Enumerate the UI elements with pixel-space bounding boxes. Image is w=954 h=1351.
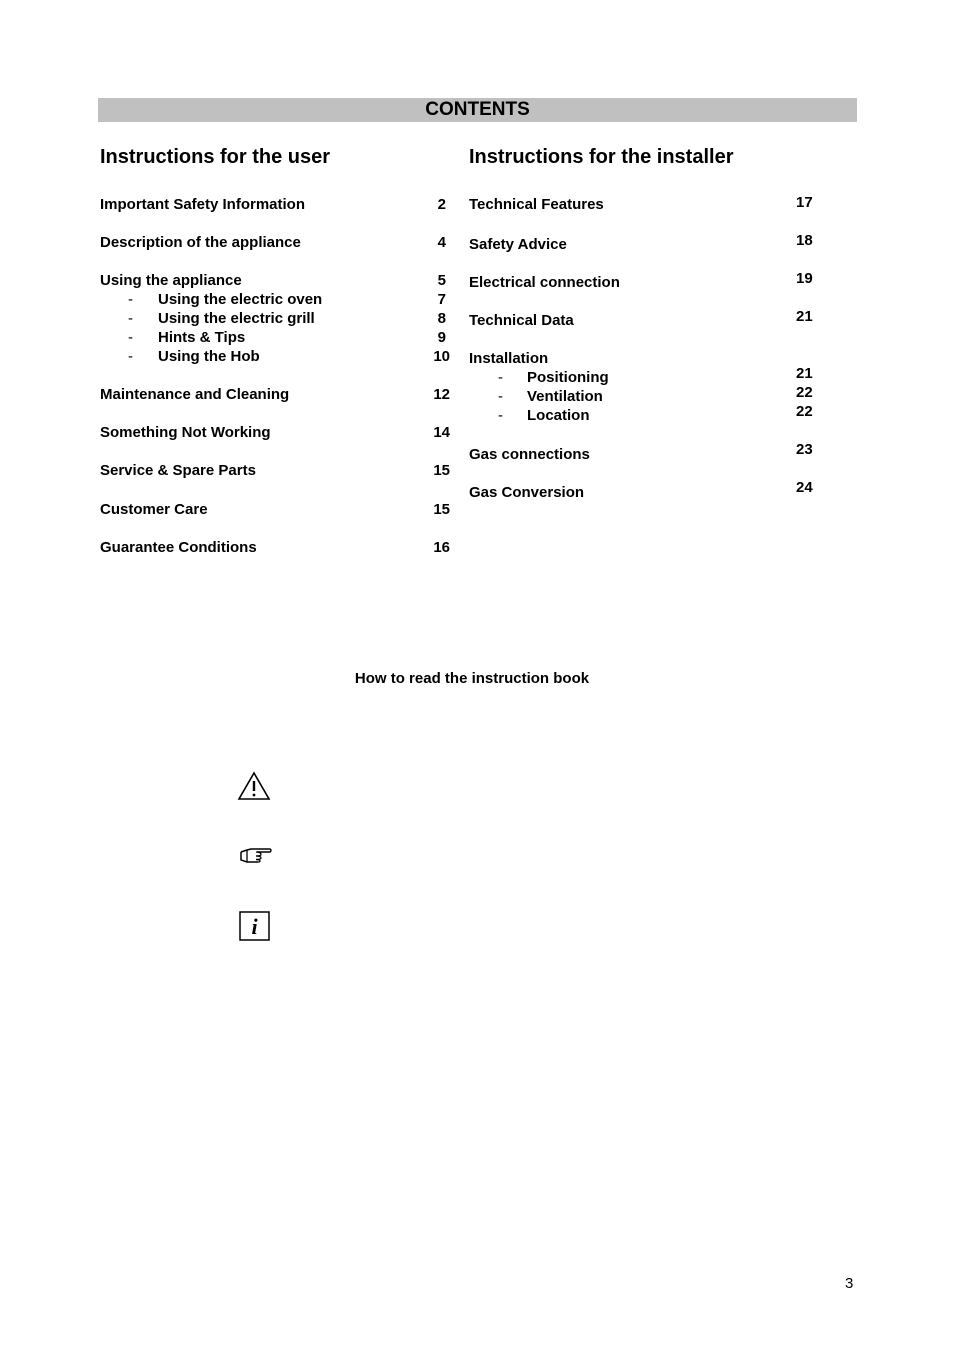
howto-heading: How to read the instruction book (354, 670, 590, 687)
toc-entry-label: Gas connections (469, 446, 590, 463)
bullet-dash: - (128, 310, 133, 327)
bullet-dash: - (498, 407, 503, 424)
bullet-dash: - (498, 388, 503, 405)
toc-entry-label: Safety Advice (469, 236, 567, 253)
toc-entry-label: Maintenance and Cleaning (100, 386, 290, 403)
toc-subentry-page: 7 (437, 291, 446, 308)
toc-subentry-label: Using the Hob (158, 348, 260, 365)
bullet-dash: - (128, 329, 133, 346)
toc-subentry-page: 9 (437, 329, 446, 346)
warning-triangle-icon (237, 771, 271, 801)
toc-entry-page: 17 (796, 194, 813, 211)
toc-entry-page: 4 (437, 234, 446, 251)
toc-subentry-label: Using the electric oven (158, 291, 323, 308)
toc-subentry-page: 8 (437, 310, 446, 327)
toc-subentry-label: Positioning (527, 369, 609, 386)
toc-subentry-label: Location (527, 407, 590, 424)
toc-entry-label: Technical Data (469, 312, 574, 329)
toc-entry-page: 14 (433, 424, 450, 441)
contents-banner (98, 98, 857, 122)
toc-entry-page: 12 (433, 386, 450, 403)
user-section-title: Instructions for the user (100, 146, 331, 168)
toc-entry-page: 16 (433, 539, 450, 556)
bullet-dash: - (128, 291, 133, 308)
toc-entry-page: 5 (437, 272, 446, 289)
toc-entry-label: Using the appliance (100, 272, 242, 289)
toc-subentry-label: Ventilation (527, 388, 603, 405)
toc-entry-page: 2 (437, 196, 446, 213)
toc-entry-label: Guarantee Conditions (100, 539, 257, 556)
toc-entry-label: Important Safety Information (100, 196, 306, 213)
toc-entry-label: Electrical connection (469, 274, 620, 291)
installer-section-title: Instructions for the installer (469, 146, 734, 168)
bullet-dash: - (128, 348, 133, 365)
page-number: 3 (845, 1275, 854, 1292)
toc-subentry-label: Using the electric grill (158, 310, 315, 327)
toc-entry-page: 21 (796, 308, 813, 325)
toc-subentry-label: Hints & Tips (158, 329, 246, 346)
bullet-dash: - (498, 369, 503, 386)
toc-entry-label: Description of the appliance (100, 234, 301, 251)
toc-entry-page: 19 (796, 270, 813, 287)
toc-subentry-page: 22 (796, 403, 813, 420)
toc-entry-label: Gas Conversion (469, 484, 585, 501)
svg-text:i: i (251, 914, 258, 939)
toc-entry-page: 18 (796, 232, 813, 249)
contents-title: CONTENTS (425, 99, 530, 120)
toc-entry-label: Service & Spare Parts (100, 462, 256, 479)
toc-entry-label: Installation (469, 350, 549, 367)
toc-subentry-page: 10 (433, 348, 450, 365)
toc-entry-label: Technical Features (469, 196, 604, 213)
toc-subentry-page: 21 (796, 365, 813, 382)
toc-entry-label: Something Not Working (100, 424, 271, 441)
pointing-hand-icon (239, 845, 273, 865)
toc-entry-page: 23 (796, 441, 813, 458)
toc-entry-page: 15 (433, 462, 450, 479)
toc-entry-label: Customer Care (100, 501, 208, 518)
toc-entry-page: 24 (796, 479, 813, 496)
information-icon (239, 911, 270, 941)
toc-entry-page: 15 (433, 501, 450, 518)
toc-subentry-page: 22 (796, 384, 813, 401)
